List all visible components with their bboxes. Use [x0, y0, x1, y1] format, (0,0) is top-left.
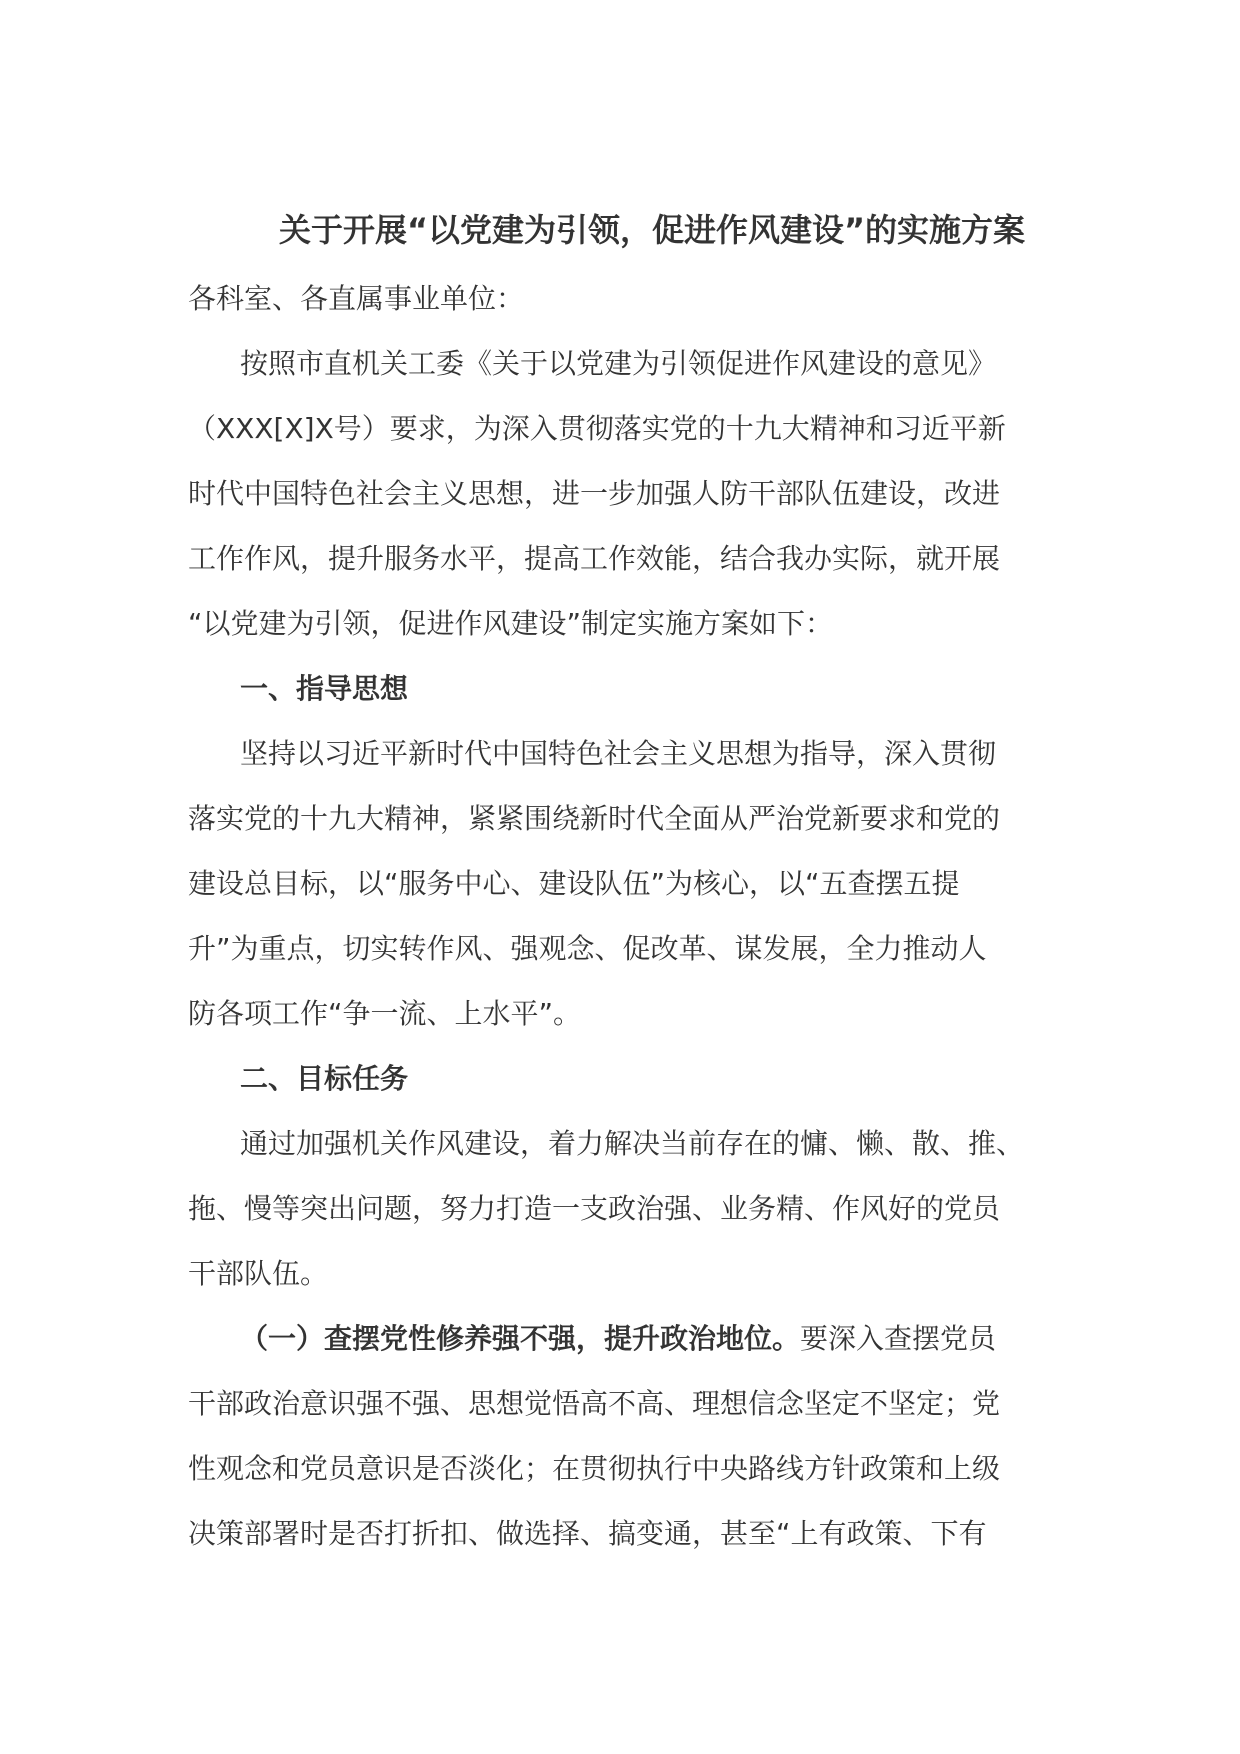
guiding-ideology-paragraph	[188, 721, 1056, 1046]
section-heading-guiding-ideology: 一、指导思想	[240, 672, 409, 705]
text-line: 按照市直机关工委《关于以党建为引领促进作风建设的意见》	[240, 347, 997, 380]
document-title: 关于开展“以党建为引领，促进作风建设”的实施方案	[278, 211, 1026, 249]
text-line: 建设总目标，以“服务中心、建设队伍”为核心，以“五查摆五提	[188, 867, 960, 900]
intro-paragraph	[188, 331, 1056, 656]
text-line: 干部政治意识强不强、思想觉悟高不高、理想信念坚定不坚定；党	[188, 1387, 1001, 1420]
task-item-1-lead: （一）查摆党性修养强不强，提升政治地位。	[240, 1322, 801, 1355]
task-item-1-text: 要深入查摆党员	[800, 1322, 997, 1355]
text-line: 坚持以习近平新时代中国特色社会主义思想为指导，深入贯彻	[240, 737, 997, 770]
text-line: 时代中国特色社会主义思想，进一步加强人防干部队伍建设，改进	[188, 477, 1001, 510]
goals-tasks-paragraph	[188, 1111, 1056, 1306]
text-line: 防各项工作“争一流、上水平”。	[188, 997, 582, 1030]
section-heading-goals-tasks: 二、目标任务	[240, 1062, 409, 1095]
text-line: （XXX[X]X号）要求，为深入贯彻落实党的十九大精神和习近平新	[188, 412, 1006, 445]
text-line	[188, 1306, 1056, 1371]
text-line: 工作作风，提升服务水平，提高工作效能，结合我办实际，就开展	[188, 542, 1001, 575]
text-line: 通过加强机关作风建设，着力解决当前存在的慵、懒、散、推、	[240, 1127, 1025, 1160]
text-line: “以党建为引领，促进作风建设”制定实施方案如下：	[188, 607, 834, 640]
document-page	[188, 200, 1056, 1566]
text-line: 性观念和党员意识是否淡化；在贯彻执行中央路线方针政策和上级	[188, 1452, 1001, 1485]
text-line: 升”为重点，切实转作风、强观念、促改革、谋发展，全力推动人	[188, 932, 987, 965]
task-item-1-paragraph	[188, 1306, 1056, 1566]
text-line: 拖、慢等突出问题，努力打造一支政治强、业务精、作风好的党员	[188, 1192, 1001, 1225]
salutation: 各科室、各直属事业单位：	[188, 282, 525, 315]
text-line: 决策部署时是否打折扣、做选择、搞变通，甚至“上有政策、下有	[188, 1517, 987, 1550]
text-line: 干部队伍。	[188, 1257, 329, 1290]
text-line: 落实党的十九大精神，紧紧围绕新时代全面从严治党新要求和党的	[188, 802, 1001, 835]
